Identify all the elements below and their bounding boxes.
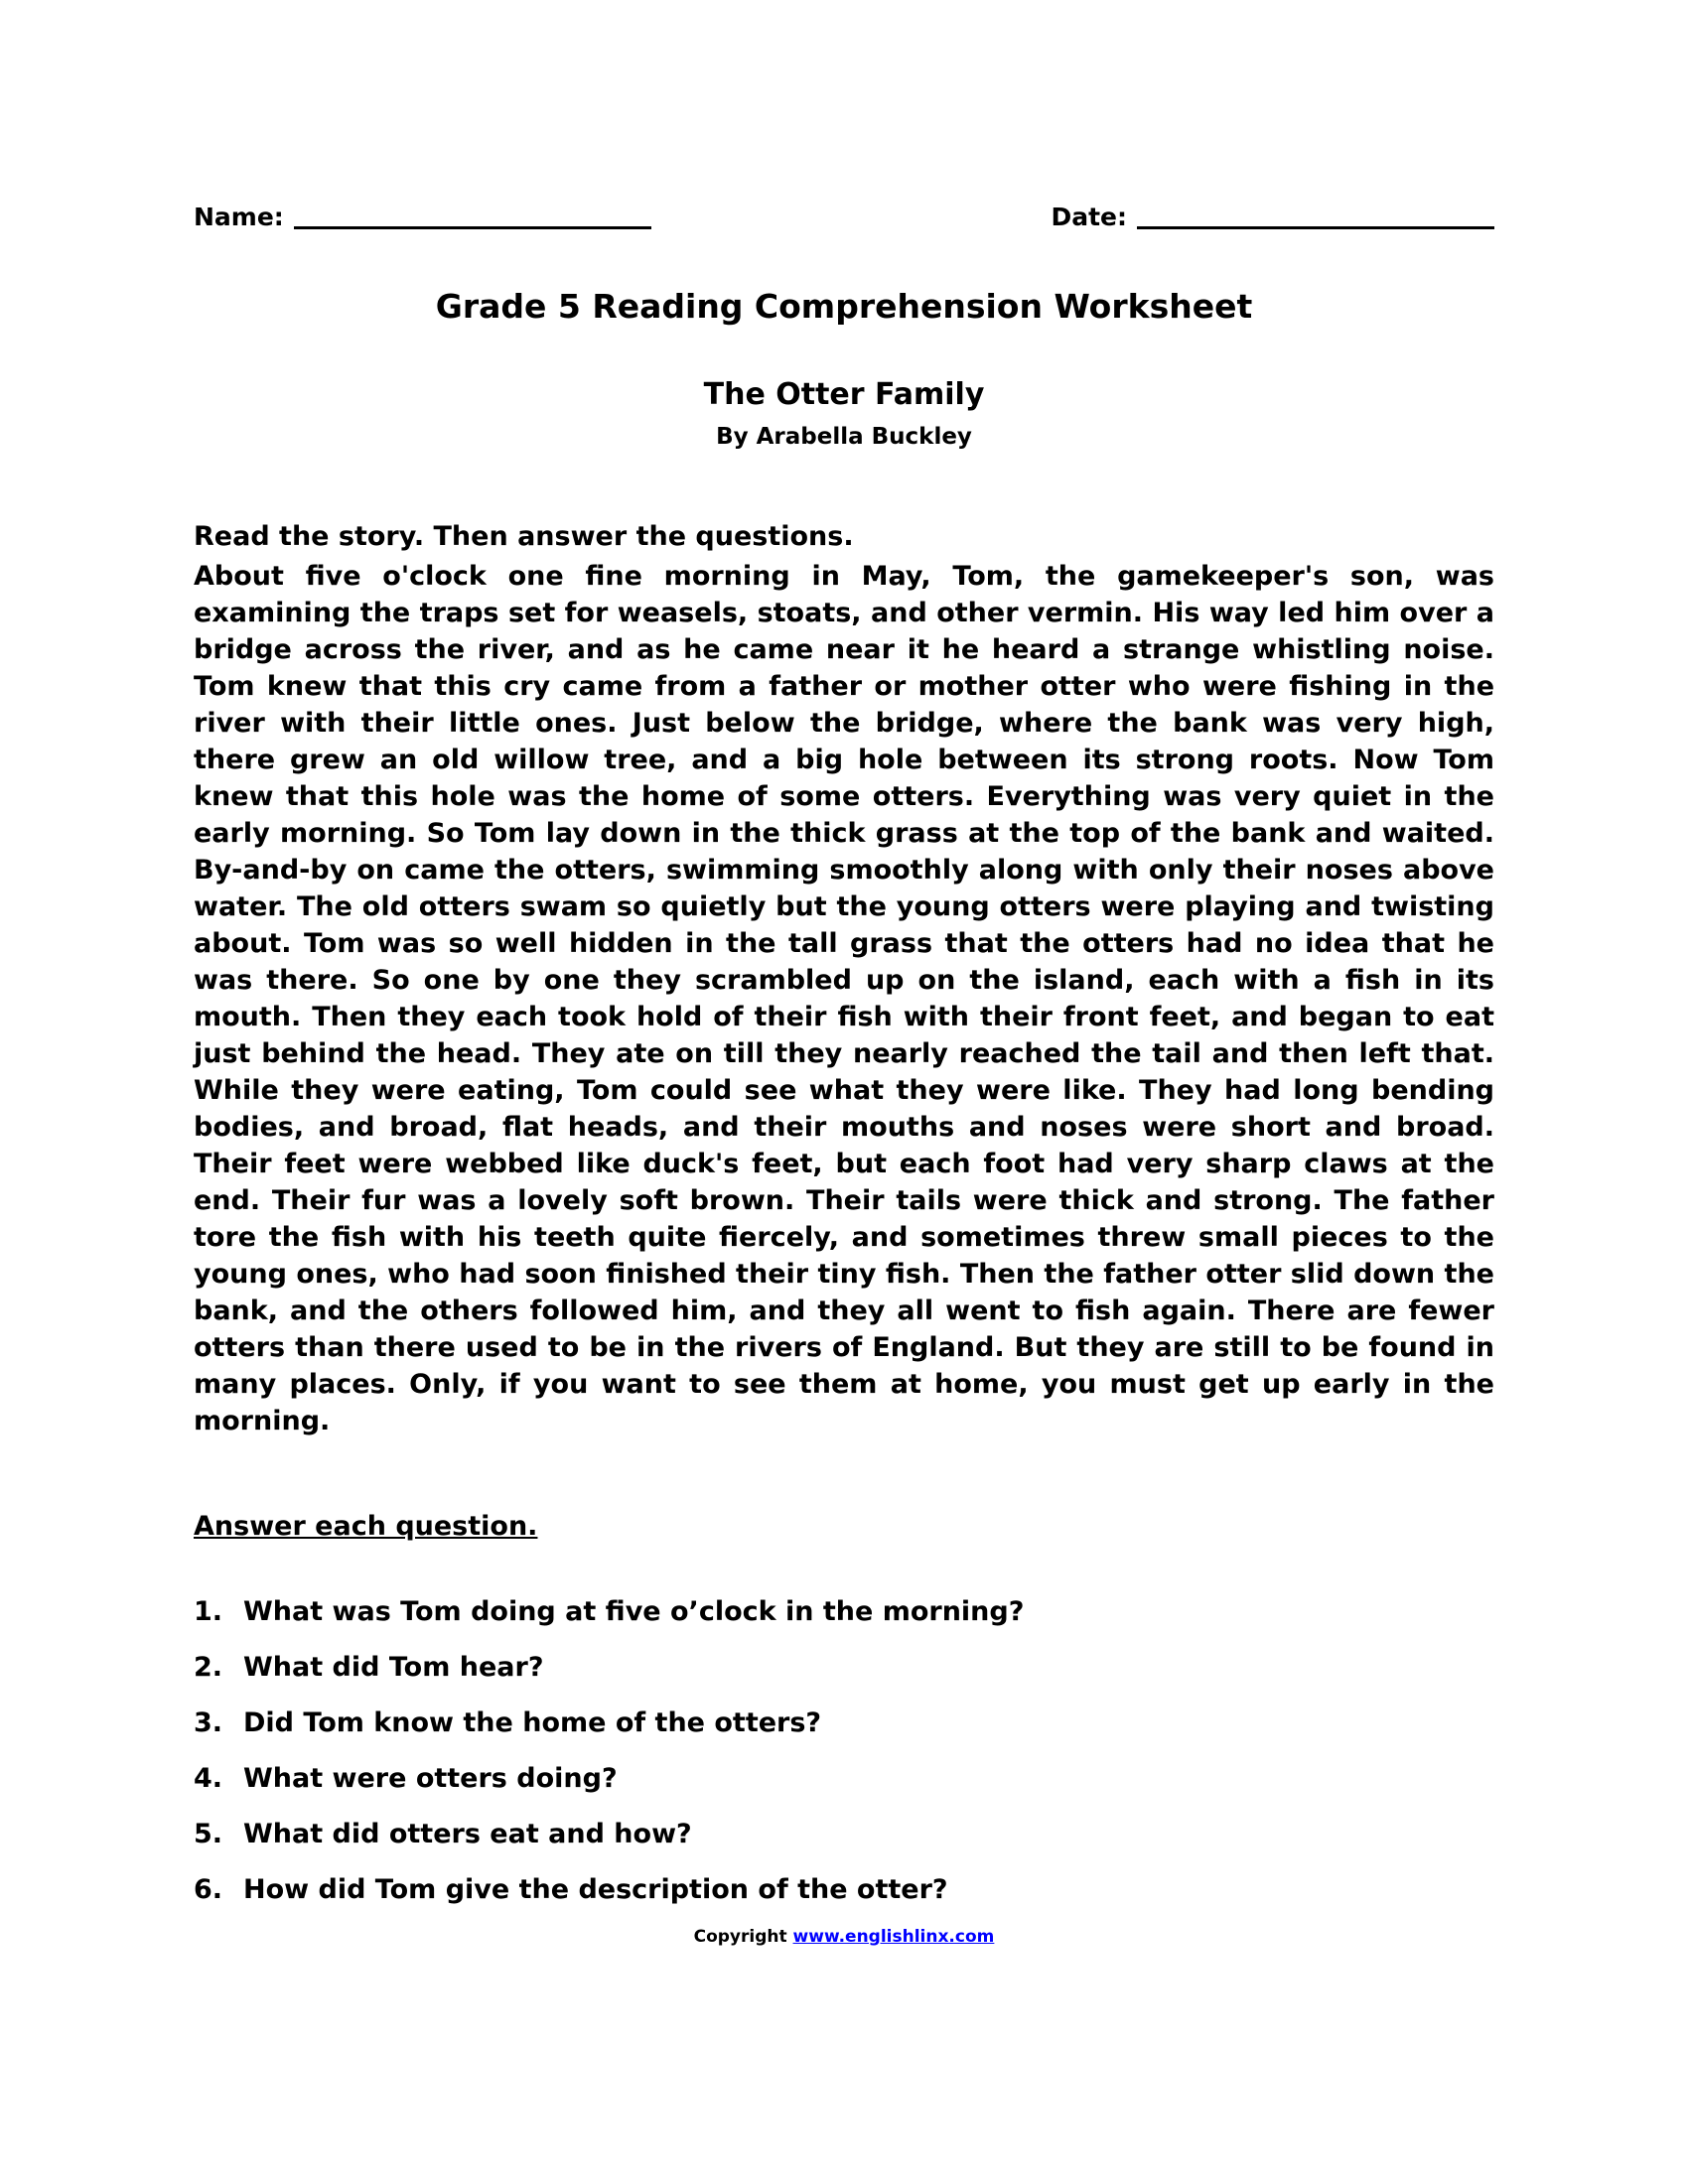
question-number: 2. xyxy=(194,1652,223,1683)
question-text: What did otters eat and how? xyxy=(243,1819,692,1849)
story-title: The Otter Family xyxy=(703,377,985,412)
question-number: 6. xyxy=(194,1874,223,1905)
date-field xyxy=(1051,204,1494,229)
date-blank-line xyxy=(1137,204,1494,229)
question-item-1 xyxy=(194,1593,1494,1630)
questions-list xyxy=(194,1593,1494,1908)
question-text: What did Tom hear? xyxy=(243,1652,544,1683)
question-text: How did Tom give the description of the otter? xyxy=(243,1874,948,1905)
question-number: 3. xyxy=(194,1707,223,1738)
date-label: Date: xyxy=(1051,203,1127,231)
questions-heading: Answer each question. xyxy=(194,1511,538,1542)
question-text: Did Tom know the home of the otters? xyxy=(243,1707,822,1738)
name-blank-line xyxy=(294,204,651,229)
question-number: 5. xyxy=(194,1819,223,1849)
question-item-2 xyxy=(194,1649,1494,1686)
question-item-3 xyxy=(194,1705,1494,1741)
name-date-row xyxy=(194,204,1494,229)
name-label: Name: xyxy=(194,203,284,231)
copyright-link[interactable]: www.englishlinx.com xyxy=(792,1927,995,1947)
question-text: What was Tom doing at five o’clock in the morning? xyxy=(243,1596,1025,1627)
question-item-6 xyxy=(194,1871,1494,1908)
question-item-5 xyxy=(194,1816,1494,1852)
question-number: 4. xyxy=(194,1763,223,1794)
copyright-label: Copyright xyxy=(693,1927,787,1947)
question-item-4 xyxy=(194,1760,1494,1797)
page-title: Grade 5 Reading Comprehension Worksheet xyxy=(435,287,1253,326)
story-text: About five o'clock one fine morning in May, Tom, the gamekeeper's son, was examining the traps set for weasels, stoats, and other vermin. His way led him over a bridge across the river, and as he came near it he heard a strange whistling noise. Tom knew that this cry came from a father or mother otter who were fishing in the river with their little ones. Just below the bridge, where the bank was very high, there grew an old willow tree, and a big hole between its strong roots. Now Tom knew that this hole was the home of some otters. Everything was very quiet in the early morning. So Tom lay down in the thick grass at the top of the bank and waited. By-and-by on came the otters, swimming smoothly along with only their noses above water. The old otters swam so quietly but the young otters were playing and twisting about. Tom was so well hidden in the tall grass that the otters had no idea that he was there. So one by one they scrambled up on the island, each with a fish in its mouth. Then they each took hold of their fish with their front feet, and began to eat just behind the head. They ate on till they nearly reached the tail and then left that. While they were eating, Tom could see what they were like. They had long bending bodies, and broad, flat heads, and their mouths and noses were short and broad. Their feet were webbed like duck's feet, but each foot had very sharp claws at the end. Their fur was a lovely soft brown. Their tails were thick and strong. The father tore the fish with his teeth quite fiercely, and sometimes threw small pieces to the young ones, who had soon finished their tiny fish. Then the father otter slid down the bank, and the others followed him, and they all went to fish again. There are fewer otters than there used to be in the rivers of England. But they are still to be found in many places. Only, if you want to see them at home, you must get up early in the morning. xyxy=(194,561,1494,1436)
story-byline: By Arabella Buckley xyxy=(716,424,972,450)
question-text: What were otters doing? xyxy=(243,1763,618,1794)
name-field xyxy=(194,204,651,229)
copyright-footer xyxy=(194,1927,1494,1947)
story-instructions: Read the story. Then answer the questions. xyxy=(194,521,854,552)
question-number: 1. xyxy=(194,1596,223,1627)
